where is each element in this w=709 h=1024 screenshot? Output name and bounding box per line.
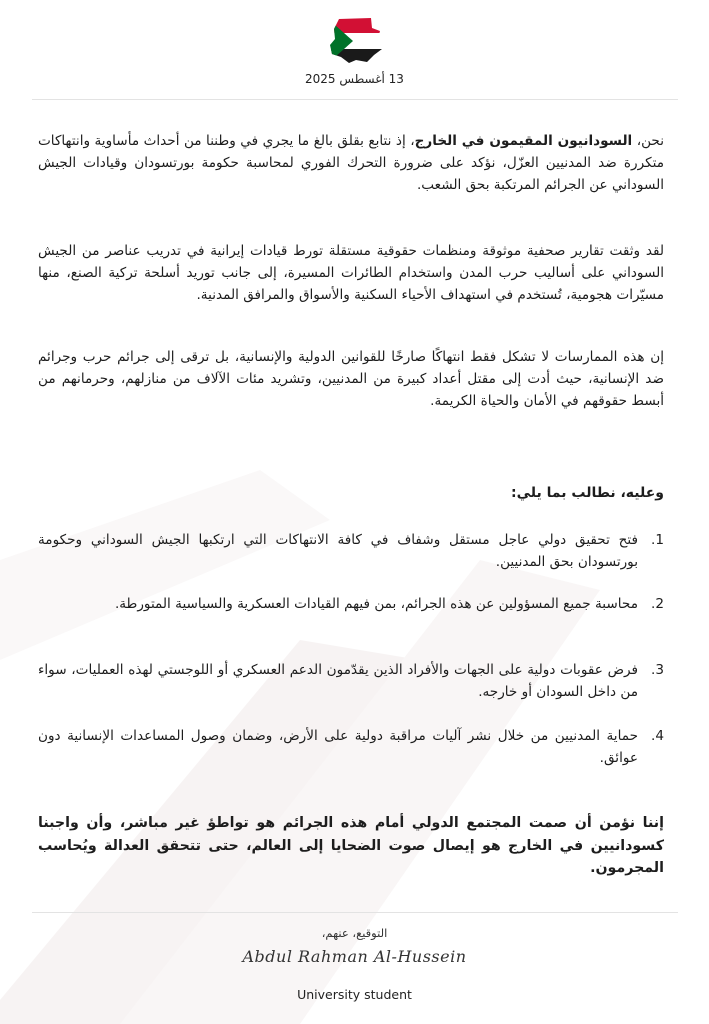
header-divider bbox=[32, 99, 678, 100]
intro-lead: نحن، bbox=[632, 133, 664, 149]
flag-red-stripe bbox=[325, 16, 385, 33]
intro-bold-phrase: السودانيون المقيمون في الخارج bbox=[414, 133, 633, 149]
demand-number: 1. bbox=[651, 532, 664, 548]
signature-name: Abdul Rahman Al-Hussein bbox=[242, 947, 467, 966]
signature-divider bbox=[32, 912, 678, 913]
demand-text: فتح تحقيق دولي عاجل مستقل وشفاف في كافة الانتهاكات التي ارتكبها الجيش السوداني وحكومة بورتسودان بحق المدنيين. bbox=[38, 532, 638, 570]
intro-paragraph-2 bbox=[38, 240, 664, 306]
sudan-map-flag-logo bbox=[325, 16, 385, 66]
demand-text: محاسبة جميع المسؤولين عن هذه الجرائم، بمن فيهم القيادات العسكرية والسياسية المتورطة. bbox=[114, 596, 638, 612]
demand-item-2 bbox=[38, 593, 664, 615]
demand-text: فرض عقوبات دولية على الجهات والأفراد الذين يقدّمون الدعم العسكري أو اللوجستي لهذه العمليات، سواء من داخل السودان أو خارجه. bbox=[38, 662, 638, 700]
demand-item-1 bbox=[38, 529, 664, 573]
intro-paragraph-1 bbox=[38, 130, 664, 196]
demand-number: 2. bbox=[651, 596, 664, 612]
signature-label: التوقيع، عنهم، bbox=[321, 926, 388, 940]
demand-number: 4. bbox=[651, 728, 664, 744]
paragraph-violations: إن هذه الممارسات لا تشكل فقط انتهاكًا صارخًا للقوانين الدولية والإنسانية، بل ترقى إلى جرائم حرب وجرائم ضد الإنسانية، حيث أدت إلى مقتل أعداد كبيرة من المدنيين، وتشريد مئات الآلاف من منازلهم، وحرمانهم من أبسط حقوقهم في الأمان والحياة الكريمة. bbox=[38, 349, 664, 409]
demand-text: حماية المدنيين من خلال نشر آليات مراقبة دولية على الأرض، وضمان وصول المساعدات الإنسانية دون عوائق. bbox=[38, 728, 638, 766]
paragraph-evidence: لقد وثقت تقارير صحفية موثوقة ومنظمات حقوقية مستقلة تورط قيادات إيرانية في تدريب عناصر من الجيش السوداني على أساليب حرب المدن واستخدام الطائرات المسيرة، إلى جانب توريد أسلحة تركية الصنع، منها مسيّرات هجومية، تُستخدم في استهداف الأحياء السكنية والأسواق والمرافق المدنية. bbox=[38, 243, 664, 303]
signer-role: University student bbox=[297, 987, 412, 1002]
intro-rest: ، إذ نتابع بقلق بالغ ما يجري في وطننا من أحداث مأساوية وانتهاكات متكررة ضد المدنيين العزّل، نؤكد على ضرورة التحرك الفوري لمحاسبة حكومة بورتسودان وقيادات الجيش السوداني عن الجرائم المرتكبة بحق الشعب. bbox=[38, 133, 664, 193]
demand-number: 3. bbox=[651, 662, 664, 678]
demand-item-4 bbox=[38, 725, 664, 769]
closing-statement: إننا نؤمن أن صمت المجتمع الدولي أمام هذه الجرائم هو تواطؤ غير مباشر، وأن واجبنا كسودانيين في الخارج هو إيصال صوت الضحايا إلى العالم، حتى تتحقق العدالة ويُحاسب المجرمون. bbox=[38, 815, 664, 876]
document-date: 13 أغسطس 2025 bbox=[305, 72, 404, 86]
demand-item-3 bbox=[38, 659, 664, 703]
demands-heading: وعليه، نطالب بما يلي: bbox=[511, 485, 664, 501]
intro-paragraph-3 bbox=[38, 346, 664, 412]
